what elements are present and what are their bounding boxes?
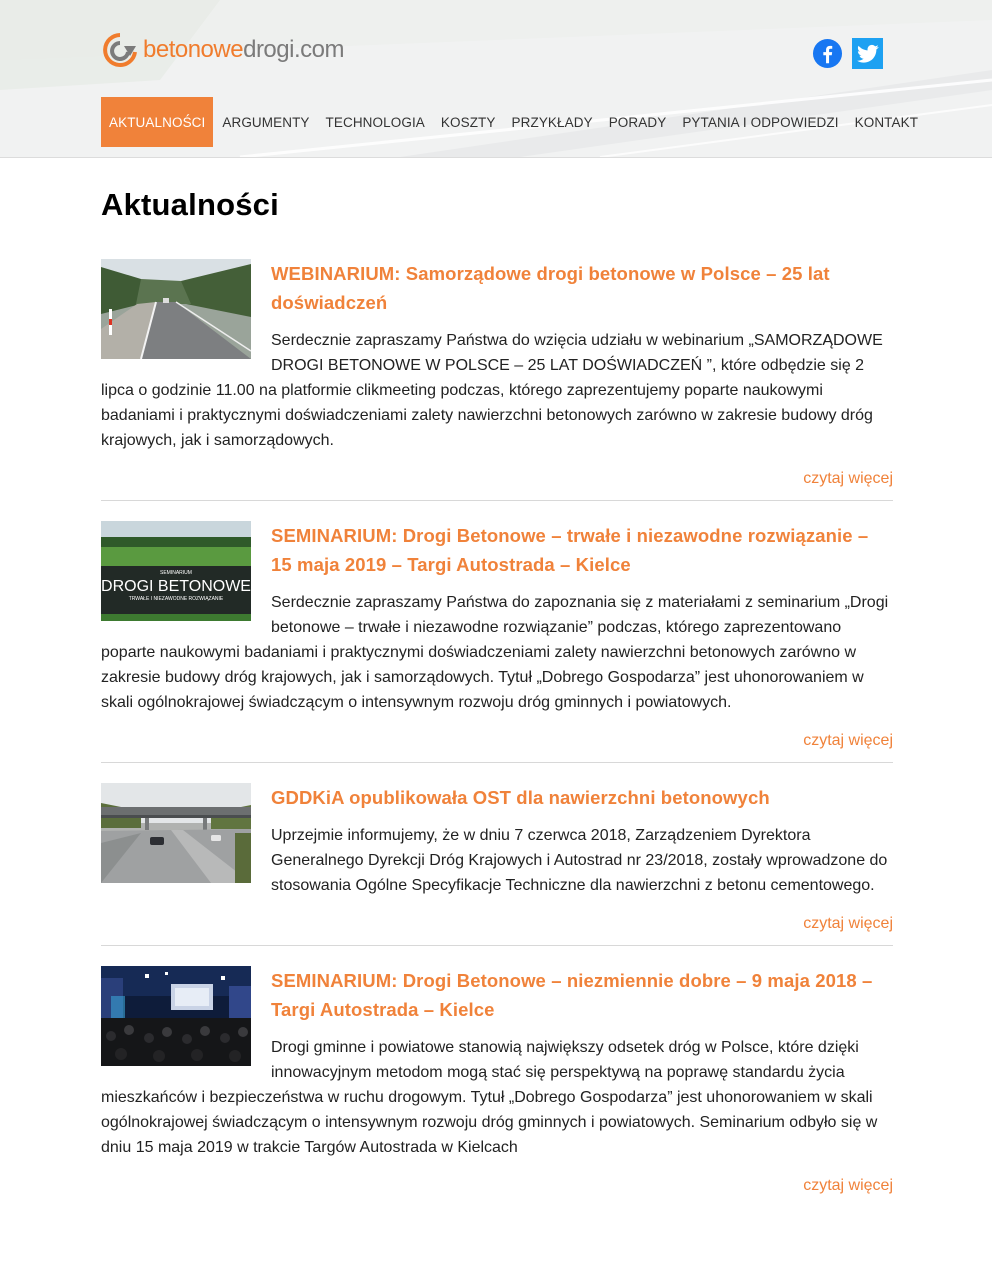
site-logo[interactable] — [101, 30, 344, 70]
read-more-link[interactable]: czytaj więcej — [803, 732, 893, 749]
twitter-button[interactable] — [852, 38, 883, 69]
facebook-icon[interactable] — [812, 38, 843, 69]
read-more-link[interactable]: czytaj więcej — [803, 1177, 893, 1194]
post-thumbnail-road[interactable] — [101, 259, 251, 359]
post-title-link[interactable]: SEMINARIUM: Drogi Betonowe – trwałe i niezawodne rozwiązanie – 15 maja 2019 – Targi Autostrada – Kielce — [271, 525, 869, 575]
read-more-link[interactable]: czytaj więcej — [803, 915, 893, 932]
post-excerpt: Serdecznie zapraszamy Państwa do wzięcia udziału w webinarium „SAMORZĄDOWE DROGI BETONOWE W POLSCE – 25 LAT DOŚWIADCZEŃ ”, które odbędzie się 2 lipca o godzinie 11.00 na platformie clikmeeting podczas, którego zaprezentujemy poparte naukowymi badaniami i praktycznymi doświadczeniami zalety nawierzchni betonowych zarówno w zakresie budowy dróg krajowych, jak i samorządowych. — [101, 332, 883, 449]
thumb-text-big: DROGI BETONOWE — [101, 578, 251, 595]
logo-text: betonowedrogi.com — [143, 36, 344, 63]
logo-mark-icon — [101, 32, 139, 68]
news-post — [101, 946, 893, 1207]
nav-item-technologia[interactable]: TECHNOLOGIA — [325, 114, 425, 130]
thumb-text-small: SEMINARIUM — [160, 570, 192, 576]
post-excerpt: Drogi gminne i powiatowe stanowią największy odsetek dróg w Polsce, które dzięki innowacyjnym metodom mogą stać się perspektywą na poprawę standardu życia mieszkańców i bezpieczeństwa w ruchu drogowym. Tytuł „Dobrego Gospodarza” jest uhonorowaniem w skali ogólnokrajowej świadczącym o intensywnym rozwoju dróg gminnych i powiatowych. Seminarium odbyło się w dniu 15 maja 2019 w trakcie Targów Autostrada w Kielcach — [101, 1039, 878, 1156]
nav-item-koszty[interactable]: KOSZTY — [440, 114, 496, 130]
news-post — [101, 501, 893, 763]
post-thumbnail-conference[interactable] — [101, 966, 251, 1066]
read-more-link[interactable]: czytaj więcej — [803, 470, 893, 487]
post-excerpt: Uprzejmie informujemy, że w dniu 7 czerwca 2018, Zarządzeniem Dyrektora Generalnego Dyrekcji Dróg Krajowych i Autostrad nr 23/2018, zostały wprowadzone do stosowania Ogólne Specyfikacje Techniczne dla nawierzchni z betonu cementowego. — [271, 827, 888, 894]
page-title: Aktualności — [101, 187, 279, 222]
news-post — [101, 225, 893, 501]
social-links — [812, 38, 883, 69]
nav-item-przyklady[interactable]: PRZYKŁADY — [511, 114, 593, 130]
post-title-link[interactable]: GDDKiA opublikowała OST dla nawierzchni betonowych — [271, 787, 770, 808]
nav-item-kontakt[interactable]: KONTAKT — [854, 114, 919, 130]
thumb-text-sub: TRWAŁE I NIEZAWODNE ROZWIĄZANIE — [128, 596, 224, 602]
main-content — [101, 157, 893, 1207]
twitter-icon — [857, 44, 879, 64]
post-excerpt: Serdecznie zapraszamy Państwa do zapoznania się z materiałami z seminarium „Drogi betonowe – trwałe i niezawodne rozwiązanie” podczas, którego zaprezentowano poparte naukowymi badaniami i praktycznymi doświadczeniami zalety nawierzchni betonowych zarówno w zakresie budowy dróg krajowych, jak i samorządowych. Tytuł „Dobrego Gospodarza” jest uhonorowaniem w skali ogólnokrajowej świadczącym o intensywnym rozwoju dróg gminnych i powiatowych. — [101, 594, 889, 711]
news-post — [101, 763, 893, 946]
nav-item-argumenty[interactable]: ARGUMENTY — [222, 114, 310, 130]
post-title-link[interactable]: SEMINARIUM: Drogi Betonowe – niezmiennie dobre – 9 maja 2018 – Targi Autostrada – Kielce — [271, 970, 873, 1020]
nav-item-pytania[interactable]: PYTANIA I ODPOWIEDZI — [682, 114, 839, 130]
post-thumbnail-seminar-banner[interactable] — [101, 521, 251, 621]
main-navigation — [101, 97, 926, 147]
post-thumbnail-highway[interactable] — [101, 783, 251, 883]
nav-item-aktualnosci[interactable]: AKTUALNOŚCI — [101, 97, 213, 147]
site-header — [0, 0, 992, 158]
nav-item-porady[interactable]: PORADY — [608, 114, 667, 130]
post-title-link[interactable]: WEBINARIUM: Samorządowe drogi betonowe w Polsce – 25 lat doświadczeń — [271, 263, 830, 313]
